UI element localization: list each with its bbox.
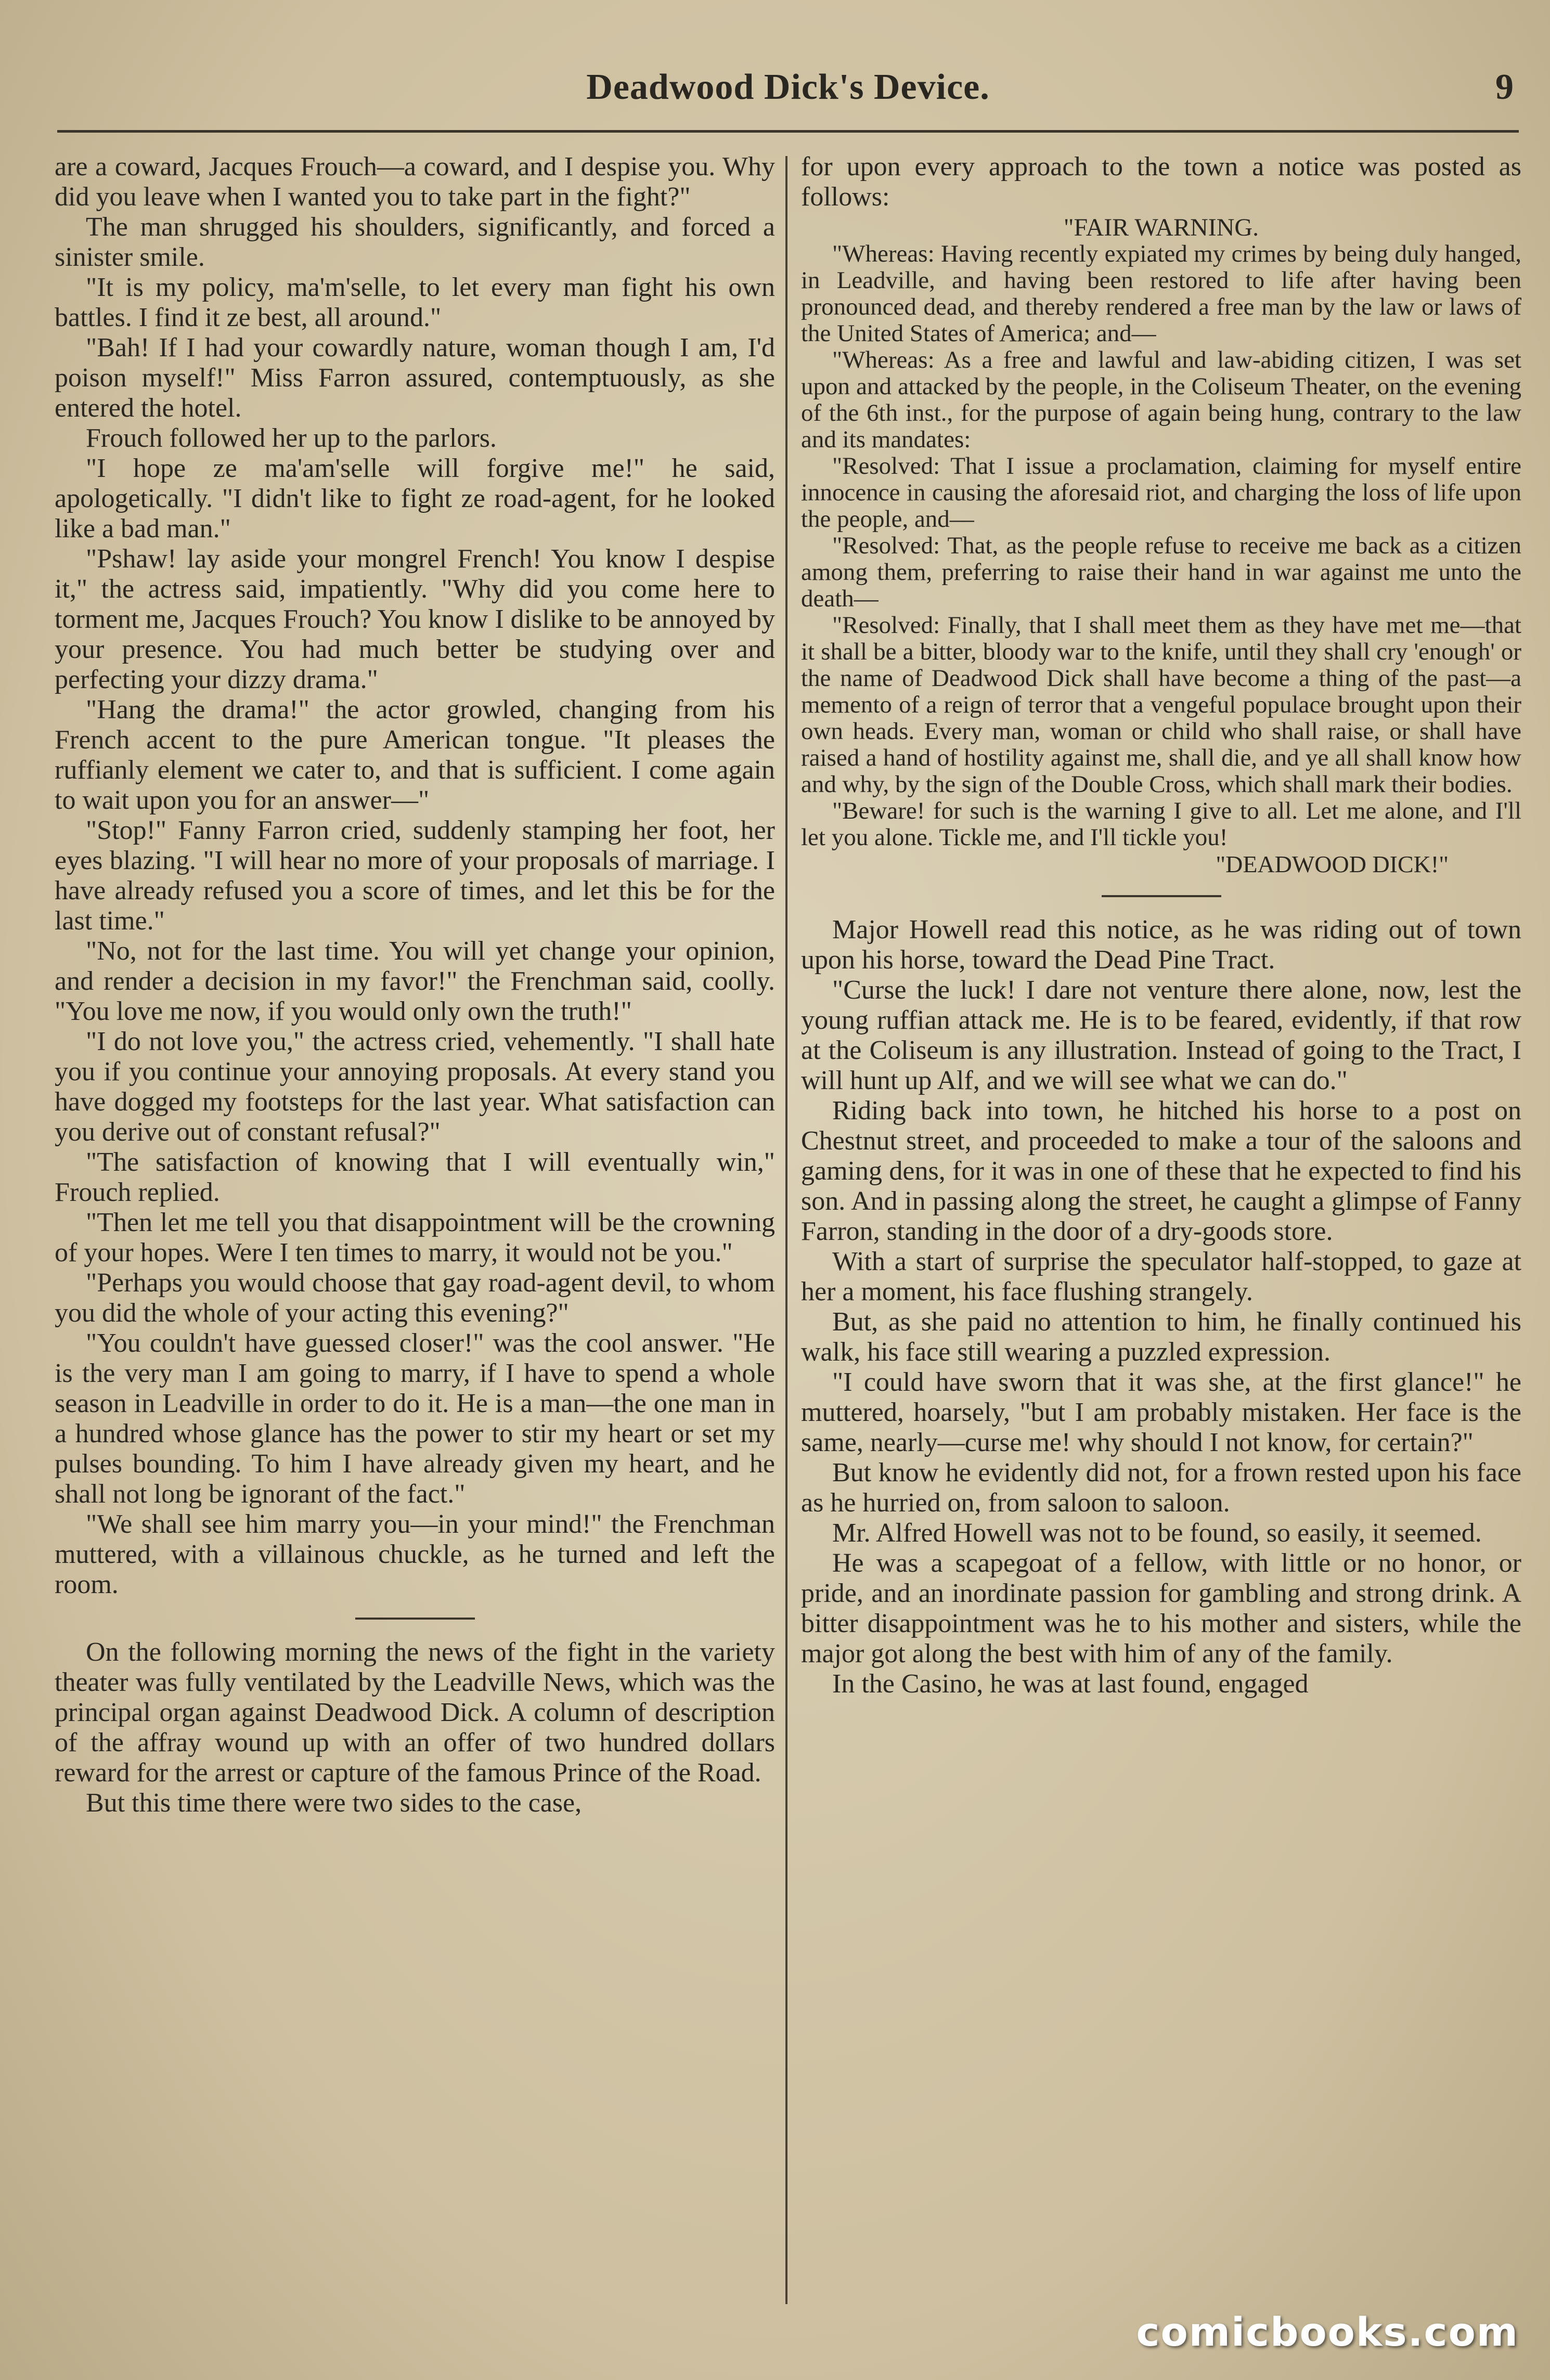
paragraph: Frouch followed her up to the parlors. [86,423,497,453]
notice-paragraph: "Resolved: Finally, that I shall meet them as they have met me—that it shall be a bitter, bloody war to the knife, until they shall cry 'enough' or the name of Deadwood Dick shall have become a thing of the past—a memento of a reign of terror that a vengeful populace brought upon their own heads. Every man, woman or child who shall raise, or shall have raised a hand of hostility against me, shall die, and ye all shall know how and why, by the sign of the Double Cross, which shall mark their bodies. [801,612,1521,798]
page-header [57,62,1519,133]
paragraph: "You couldn't have guessed closer!" was the cool answer. "He is the very man I am going to marry, if I have to spend a whole season in Leadville in order to do it. He is a man—the one man in a hundred whose glance has the power to stir my heart or set my pulses bounding. To him I have already given my heart, and he shall not long be ignorant of the fact." [55,1328,775,1509]
page-title: Deadwood Dick's Device. [586,67,990,107]
paragraph: "Stop!" Fanny Farron cried, suddenly stamping her foot, her eyes blazing. "I will hear no more of your proposals of marriage. I have already refused you a score of times, and let this be for the last time." [55,816,775,936]
left-column [55,152,775,2305]
paragraph: "I do not love you," the actress cried, vehemently. "I shall hate you if you continue your annoying proposals. At every stand you have dogged my footsteps for the last year. What satisfaction can you derive out of constant refusal?" [55,1027,775,1147]
paragraph: "Perhaps you would choose that gay road-agent devil, to whom you did the whole of your acting this evening?" [55,1268,775,1328]
paragraph: Major Howell read this notice, as he was riding out of town upon his horse, toward the Dead Pine Tract. [801,915,1521,975]
paragraph: are a coward, Jacques Frouch—a coward, and I despise you. Why did you leave when I wanted you to take part in the fight?" [55,152,775,212]
paragraph: "Bah! If I had your cowardly nature, woman though I am, I'd poison myself!" Miss Farron assured, contemptuously, as she entered the hotel. [55,333,775,423]
fair-warning-notice [801,214,1521,877]
paragraph: "It is my policy, ma'm'selle, to let every man fight his own battles. I find it ze best, all around." [55,273,775,332]
paragraph: But, as she paid no attention to him, he finally continued his walk, his face still wearing a puzzled expression. [801,1307,1521,1367]
paragraph: "I hope ze ma'am'selle will forgive me!" he said, apologetically. "I didn't like to fight ze road-agent, for he looked like a bad man." [55,454,775,544]
notice-title: "FAIR WARNING. [1063,214,1259,241]
notice-signature: "DEADWOOD DICK!" [1216,851,1449,877]
paragraph: "Curse the luck! I dare not venture there alone, now, lest the young ruffian attack me. He is to be feared, evidently, if that row at the Coliseum is any illustration. Instead of going to the Tract, I will hunt up Alf, and we will see what we can do." [801,975,1521,1095]
right-column [801,152,1521,2305]
paragraph: "No, not for the last time. You will yet change your opinion, and render a decision in my favor!" the Frenchman said, coolly. "You love me now, if you would only own the truth!" [55,936,775,1026]
paragraph: "Hang the drama!" the actor growled, changing from his French accent to the pure American tongue. "It pleases the ruffianly element we cater to, and that is sufficient. I come again to wait upon you for an answer—" [55,695,775,815]
paragraph: But this time there were two sides to the case, [86,1788,582,1818]
paragraph: The man shrugged his shoulders, significantly, and forced a sinister smile. [55,212,775,272]
page-number: 9 [1495,67,1514,107]
notice-paragraph: "Whereas: Having recently expiated my crimes by being duly hanged, in Leadville, and having been restored to life after having been pronounced dead, and thereby rendered a free man by the law or laws of the United States of America; and— [801,240,1521,347]
notice-paragraph: "Resolved: That, as the people refuse to receive me back as a citizen among them, preferring to raise their hand in war against me unto the death— [801,532,1521,612]
paragraph: In the Casino, he was at last found, engaged [832,1669,1309,1699]
paragraph: "I could have sworn that it was she, at the first glance!" he muttered, hoarsely, "but I am probably mistaken. Her face is the same, nearly—curse me! why should I not know, for certain?" [801,1367,1521,1457]
notice-paragraph: "Resolved: That I issue a proclamation, claiming for myself entire innocence in causing the aforesaid riot, and charging the loss of life upon the people, and— [801,452,1521,533]
paragraph: He was a scapegoat of a fellow, with little or no honor, or pride, and an inordinate passion for gambling and strong drink. A bitter disappointment was he to his mother and sisters, while the major got along the best with him of any of the family. [801,1548,1521,1668]
paragraph: "Then let me tell you that disappointment will be the crowning of your hopes. Were I ten times to marry, it would not be you." [55,1208,775,1267]
paragraph: "The satisfaction of knowing that I will eventually win," Frouch replied. [55,1147,775,1207]
site-watermark: comicbooks.com [1136,2309,1519,2355]
paragraph: "We shall see him marry you—in your mind!" the Frenchman muttered, with a villainous chuckle, as he turned and left the room. [55,1509,775,1599]
paragraph: Mr. Alfred Howell was not to be found, so easily, it seemed. [832,1518,1482,1548]
notice-paragraph: "Whereas: As a free and lawful and law-abiding citizen, I was set upon and attacked by the people, in the Coliseum Theater, on the evening of the 6th inst., for the purpose of again being hung, contrary to the law and its mandates: [801,346,1521,453]
section-rule [355,1618,475,1620]
paragraph: With a start of surprise the speculator half-stopped, to gaze at her a moment, his face flushing strangely. [801,1247,1521,1307]
section-rule [1102,895,1221,897]
paragraph: "Pshaw! lay aside your mongrel French! You know I despise it," the actress said, impatiently. "Why did you come here to torment me, Jacques Frouch? You know I dislike to be annoyed by your presence. You had much better be studying over and perfecting your dizzy drama." [55,544,775,694]
paragraph: On the following morning the news of the fight in the variety theater was fully ventilated by the Leadville News, which was the principal organ against Deadwood Dick. A column of description of the affray wound up with an offer of two hundred dollars reward for the arrest or capture of the famous Prince of the Road. [55,1637,775,1788]
column-divider [785,156,787,2304]
paragraph: But know he evidently did not, for a frown rested upon his face as he hurried on, from saloon to saloon. [801,1458,1521,1518]
paragraph: Riding back into town, he hitched his horse to a post on Chestnut street, and proceeded to make a tour of the saloons and gaming dens, for it was in one of these that he expected to find his son. And in passing along the street, he caught a glimpse of Fanny Farron, standing in the door of a dry-goods store. [801,1096,1521,1246]
notice-paragraph: "Beware! for such is the warning I give to all. Let me alone, and I'll let you alone. Tickle me, and I'll tickle you! [801,797,1521,851]
paragraph: for upon every approach to the town a notice was posted as follows: [801,152,1521,212]
